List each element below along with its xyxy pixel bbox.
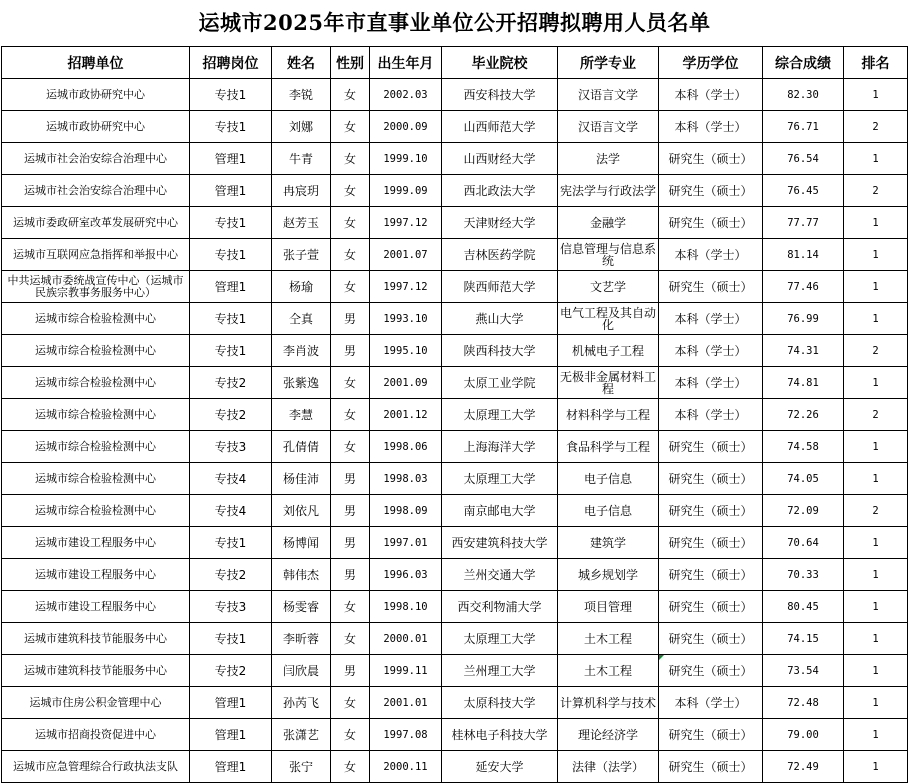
table-row bbox=[2, 335, 908, 367]
table-row bbox=[2, 239, 908, 271]
cell-name: 杨瑜 bbox=[272, 271, 331, 303]
page-title: 运城市2025年市直事业单位公开招聘拟聘用人员名单 bbox=[198, 10, 711, 35]
cell-rank: 2 bbox=[844, 399, 908, 431]
cell-gender: 女 bbox=[331, 207, 370, 239]
cell-post: 专技1 bbox=[190, 111, 272, 143]
cell-score: 72.09 bbox=[763, 495, 844, 527]
cell-birth: 1995.10 bbox=[370, 335, 442, 367]
cell-major: 宪法学与行政法学 bbox=[558, 175, 659, 207]
cell-score: 81.14 bbox=[763, 239, 844, 271]
cell-score: 76.99 bbox=[763, 303, 844, 335]
cell-school: 延安大学 bbox=[442, 751, 558, 783]
cell-unit: 运城市综合检验检测中心 bbox=[2, 495, 190, 527]
cell-gender: 女 bbox=[331, 111, 370, 143]
cell-post: 管理1 bbox=[190, 751, 272, 783]
cell-post: 专技2 bbox=[190, 399, 272, 431]
cell-gender: 男 bbox=[331, 495, 370, 527]
cell-score: 79.00 bbox=[763, 719, 844, 751]
cell-post: 专技1 bbox=[190, 207, 272, 239]
cell-gender: 女 bbox=[331, 719, 370, 751]
cell-gender: 女 bbox=[331, 367, 370, 399]
cell-score: 76.45 bbox=[763, 175, 844, 207]
cell-unit: 运城市互联网应急指挥和举报中心 bbox=[2, 239, 190, 271]
cell-post: 专技2 bbox=[190, 367, 272, 399]
cell-rank: 1 bbox=[844, 687, 908, 719]
cell-school: 陕西师范大学 bbox=[442, 271, 558, 303]
cell-birth: 1996.03 bbox=[370, 559, 442, 591]
cell-school: 兰州交通大学 bbox=[442, 559, 558, 591]
cell-gender: 女 bbox=[331, 591, 370, 623]
header-major: 所学专业 bbox=[558, 47, 659, 79]
cell-rank: 1 bbox=[844, 79, 908, 111]
cell-gender: 女 bbox=[331, 751, 370, 783]
cell-birth: 2001.12 bbox=[370, 399, 442, 431]
cell-name: 冉宸玥 bbox=[272, 175, 331, 207]
cell-degree: 本科（学士） bbox=[659, 303, 763, 335]
cell-score: 77.77 bbox=[763, 207, 844, 239]
cell-degree: 本科（学士） bbox=[659, 79, 763, 111]
cell-rank: 2 bbox=[844, 175, 908, 207]
cell-degree: 研究生（硕士） bbox=[659, 623, 763, 655]
cell-degree: 研究生（硕士） bbox=[659, 495, 763, 527]
cell-post: 专技1 bbox=[190, 335, 272, 367]
cell-post: 管理1 bbox=[190, 175, 272, 207]
cell-rank: 1 bbox=[844, 303, 908, 335]
cell-major: 食品科学与工程 bbox=[558, 431, 659, 463]
cell-rank: 1 bbox=[844, 751, 908, 783]
cell-score: 74.31 bbox=[763, 335, 844, 367]
cell-score: 74.15 bbox=[763, 623, 844, 655]
table-row bbox=[2, 79, 908, 111]
cell-degree: 研究生（硕士） bbox=[659, 271, 763, 303]
cell-unit: 运城市综合检验检测中心 bbox=[2, 431, 190, 463]
cell-name: 刘依凡 bbox=[272, 495, 331, 527]
cell-degree: 研究生（硕士） bbox=[659, 207, 763, 239]
header-rank: 排名 bbox=[844, 47, 908, 79]
cell-degree: 研究生（硕士） bbox=[659, 655, 763, 687]
cell-birth: 1997.01 bbox=[370, 527, 442, 559]
cell-post: 专技2 bbox=[190, 559, 272, 591]
cell-school: 太原理工大学 bbox=[442, 463, 558, 495]
cell-birth: 1998.03 bbox=[370, 463, 442, 495]
cell-school: 太原理工大学 bbox=[442, 623, 558, 655]
cell-school: 上海海洋大学 bbox=[442, 431, 558, 463]
header-row bbox=[2, 47, 908, 79]
header-degree: 学历学位 bbox=[659, 47, 763, 79]
cell-post: 专技1 bbox=[190, 303, 272, 335]
cell-rank: 2 bbox=[844, 495, 908, 527]
cell-post: 专技1 bbox=[190, 623, 272, 655]
cell-school: 太原工业学院 bbox=[442, 367, 558, 399]
table-row bbox=[2, 687, 908, 719]
cell-birth: 2001.09 bbox=[370, 367, 442, 399]
cell-gender: 女 bbox=[331, 687, 370, 719]
cell-major: 项目管理 bbox=[558, 591, 659, 623]
cell-post: 管理1 bbox=[190, 719, 272, 751]
cell-major: 电子信息 bbox=[558, 463, 659, 495]
cell-birth: 2000.09 bbox=[370, 111, 442, 143]
table-row bbox=[2, 559, 908, 591]
cell-degree: 研究生（硕士） bbox=[659, 719, 763, 751]
table-row bbox=[2, 367, 908, 399]
table-row bbox=[2, 207, 908, 239]
cell-major: 法律（法学） bbox=[558, 751, 659, 783]
cell-major: 电气工程及其自动化 bbox=[558, 303, 659, 335]
table-row bbox=[2, 463, 908, 495]
cell-degree: 研究生（硕士） bbox=[659, 175, 763, 207]
cell-score: 74.81 bbox=[763, 367, 844, 399]
cell-rank: 1 bbox=[844, 431, 908, 463]
cell-name: 牛青 bbox=[272, 143, 331, 175]
cell-major: 电子信息 bbox=[558, 495, 659, 527]
cell-score: 82.30 bbox=[763, 79, 844, 111]
table-row bbox=[2, 623, 908, 655]
cell-unit: 运城市综合检验检测中心 bbox=[2, 367, 190, 399]
cell-name: 闫欣晨 bbox=[272, 655, 331, 687]
cell-birth: 1997.12 bbox=[370, 271, 442, 303]
cell-post: 专技4 bbox=[190, 495, 272, 527]
cell-birth: 1998.09 bbox=[370, 495, 442, 527]
cell-score: 77.46 bbox=[763, 271, 844, 303]
cell-school: 西安建筑科技大学 bbox=[442, 527, 558, 559]
cell-rank: 1 bbox=[844, 591, 908, 623]
table-row bbox=[2, 431, 908, 463]
cell-gender: 女 bbox=[331, 175, 370, 207]
cell-unit: 运城市建设工程服务中心 bbox=[2, 591, 190, 623]
cell-school: 西北政法大学 bbox=[442, 175, 558, 207]
cell-score: 72.26 bbox=[763, 399, 844, 431]
cell-birth: 1998.06 bbox=[370, 431, 442, 463]
cell-school: 兰州理工大学 bbox=[442, 655, 558, 687]
cell-major: 土木工程 bbox=[558, 623, 659, 655]
cell-name: 赵芳玉 bbox=[272, 207, 331, 239]
cell-name: 仝真 bbox=[272, 303, 331, 335]
cell-post: 专技1 bbox=[190, 79, 272, 111]
cell-unit: 运城市住房公积金管理中心 bbox=[2, 687, 190, 719]
cell-score: 70.33 bbox=[763, 559, 844, 591]
cell-unit: 运城市综合检验检测中心 bbox=[2, 463, 190, 495]
cell-rank: 1 bbox=[844, 463, 908, 495]
cell-name: 张潇艺 bbox=[272, 719, 331, 751]
cell-major: 无极非金属材料工程 bbox=[558, 367, 659, 399]
cell-birth: 2000.11 bbox=[370, 751, 442, 783]
cell-major: 金融学 bbox=[558, 207, 659, 239]
cell-unit: 运城市招商投资促进中心 bbox=[2, 719, 190, 751]
cell-school: 燕山大学 bbox=[442, 303, 558, 335]
cell-gender: 男 bbox=[331, 463, 370, 495]
header-birth: 出生年月 bbox=[370, 47, 442, 79]
cell-gender: 男 bbox=[331, 655, 370, 687]
cell-degree: 研究生（硕士） bbox=[659, 751, 763, 783]
cell-name: 李锐 bbox=[272, 79, 331, 111]
cell-name: 李昕蓉 bbox=[272, 623, 331, 655]
cell-unit: 运城市应急管理综合行政执法支队 bbox=[2, 751, 190, 783]
cell-major: 汉语言文学 bbox=[558, 111, 659, 143]
cell-birth: 2001.07 bbox=[370, 239, 442, 271]
cell-major: 材料科学与工程 bbox=[558, 399, 659, 431]
cell-school: 吉林医药学院 bbox=[442, 239, 558, 271]
cell-unit: 运城市综合检验检测中心 bbox=[2, 303, 190, 335]
cell-unit: 运城市政协研究中心 bbox=[2, 111, 190, 143]
cell-degree: 本科（学士） bbox=[659, 367, 763, 399]
table-row bbox=[2, 111, 908, 143]
cell-major: 计算机科学与技术 bbox=[558, 687, 659, 719]
cell-major: 城乡规划学 bbox=[558, 559, 659, 591]
cell-birth: 2000.01 bbox=[370, 623, 442, 655]
header-post: 招聘岗位 bbox=[190, 47, 272, 79]
header-score: 综合成绩 bbox=[763, 47, 844, 79]
cell-score: 74.05 bbox=[763, 463, 844, 495]
cell-gender: 男 bbox=[331, 335, 370, 367]
cell-gender: 女 bbox=[331, 623, 370, 655]
cell-major: 文艺学 bbox=[558, 271, 659, 303]
cell-unit: 运城市建筑科技节能服务中心 bbox=[2, 655, 190, 687]
cell-gender: 男 bbox=[331, 303, 370, 335]
cell-rank: 1 bbox=[844, 527, 908, 559]
cell-unit: 运城市建设工程服务中心 bbox=[2, 527, 190, 559]
cell-school: 太原科技大学 bbox=[442, 687, 558, 719]
cell-school: 西交利物浦大学 bbox=[442, 591, 558, 623]
cell-unit: 运城市建筑科技节能服务中心 bbox=[2, 623, 190, 655]
cell-post: 专技2 bbox=[190, 655, 272, 687]
cell-gender: 女 bbox=[331, 143, 370, 175]
table-row bbox=[2, 655, 908, 687]
cell-degree: 本科（学士） bbox=[659, 111, 763, 143]
table-row bbox=[2, 175, 908, 207]
cell-gender: 女 bbox=[331, 271, 370, 303]
cell-school: 太原理工大学 bbox=[442, 399, 558, 431]
header-gender: 性别 bbox=[331, 47, 370, 79]
cell-school: 天津财经大学 bbox=[442, 207, 558, 239]
cell-birth: 1997.08 bbox=[370, 719, 442, 751]
table-row bbox=[2, 303, 908, 335]
cell-gender: 女 bbox=[331, 239, 370, 271]
cell-birth: 1993.10 bbox=[370, 303, 442, 335]
cell-degree: 本科（学士） bbox=[659, 239, 763, 271]
cell-name: 李慧 bbox=[272, 399, 331, 431]
cell-rank: 1 bbox=[844, 559, 908, 591]
cell-gender: 男 bbox=[331, 527, 370, 559]
table-row bbox=[2, 495, 908, 527]
table-row bbox=[2, 271, 908, 303]
cell-unit: 运城市政协研究中心 bbox=[2, 79, 190, 111]
cell-rank: 1 bbox=[844, 367, 908, 399]
cell-name: 孔倩倩 bbox=[272, 431, 331, 463]
cell-name: 杨博闻 bbox=[272, 527, 331, 559]
cell-school: 山西师范大学 bbox=[442, 111, 558, 143]
cell-score: 73.54 bbox=[763, 655, 844, 687]
cell-name: 杨雯睿 bbox=[272, 591, 331, 623]
cell-post: 管理1 bbox=[190, 143, 272, 175]
cell-gender: 男 bbox=[331, 559, 370, 591]
cell-degree: 研究生（硕士） bbox=[659, 527, 763, 559]
cell-unit: 运城市综合检验检测中心 bbox=[2, 335, 190, 367]
cell-rank: 1 bbox=[844, 719, 908, 751]
recruitment-table bbox=[1, 46, 908, 783]
cell-rank: 1 bbox=[844, 655, 908, 687]
cell-error-indicator-icon bbox=[659, 655, 664, 660]
cell-rank: 1 bbox=[844, 143, 908, 175]
header-name: 姓名 bbox=[272, 47, 331, 79]
cell-major: 法学 bbox=[558, 143, 659, 175]
cell-major: 信息管理与信息系统 bbox=[558, 239, 659, 271]
cell-degree: 研究生（硕士） bbox=[659, 143, 763, 175]
header-unit: 招聘单位 bbox=[2, 47, 190, 79]
table-row bbox=[2, 527, 908, 559]
cell-degree: 研究生（硕士） bbox=[659, 431, 763, 463]
cell-school: 西安科技大学 bbox=[442, 79, 558, 111]
cell-rank: 2 bbox=[844, 335, 908, 367]
cell-unit: 中共运城市委统战宣传中心（运城市民族宗教事务服务中心） bbox=[2, 271, 190, 303]
cell-score: 80.45 bbox=[763, 591, 844, 623]
table-row bbox=[2, 719, 908, 751]
cell-rank: 1 bbox=[844, 623, 908, 655]
cell-name: 韩伟杰 bbox=[272, 559, 331, 591]
cell-birth: 2001.01 bbox=[370, 687, 442, 719]
cell-name: 杨佳沛 bbox=[272, 463, 331, 495]
cell-birth: 1999.09 bbox=[370, 175, 442, 207]
cell-rank: 1 bbox=[844, 207, 908, 239]
table-row bbox=[2, 399, 908, 431]
cell-major: 建筑学 bbox=[558, 527, 659, 559]
cell-post: 专技3 bbox=[190, 591, 272, 623]
cell-major: 汉语言文学 bbox=[558, 79, 659, 111]
cell-post: 管理1 bbox=[190, 271, 272, 303]
cell-school: 山西财经大学 bbox=[442, 143, 558, 175]
cell-school: 陕西科技大学 bbox=[442, 335, 558, 367]
cell-post: 专技1 bbox=[190, 239, 272, 271]
cell-unit: 运城市委政研室改革发展研究中心 bbox=[2, 207, 190, 239]
cell-degree: 研究生（硕士） bbox=[659, 591, 763, 623]
cell-birth: 1999.10 bbox=[370, 143, 442, 175]
cell-degree: 本科（学士） bbox=[659, 399, 763, 431]
cell-score: 72.49 bbox=[763, 751, 844, 783]
cell-name: 李肖波 bbox=[272, 335, 331, 367]
cell-birth: 1997.12 bbox=[370, 207, 442, 239]
cell-score: 76.71 bbox=[763, 111, 844, 143]
cell-major: 机械电子工程 bbox=[558, 335, 659, 367]
cell-degree: 研究生（硕士） bbox=[659, 463, 763, 495]
cell-unit: 运城市建设工程服务中心 bbox=[2, 559, 190, 591]
cell-rank: 2 bbox=[844, 111, 908, 143]
cell-post: 管理1 bbox=[190, 687, 272, 719]
cell-degree: 本科（学士） bbox=[659, 687, 763, 719]
cell-score: 70.64 bbox=[763, 527, 844, 559]
cell-gender: 女 bbox=[331, 431, 370, 463]
table-row bbox=[2, 143, 908, 175]
cell-degree: 本科（学士） bbox=[659, 335, 763, 367]
cell-birth: 1999.11 bbox=[370, 655, 442, 687]
cell-name: 张子萱 bbox=[272, 239, 331, 271]
cell-birth: 2002.03 bbox=[370, 79, 442, 111]
cell-gender: 女 bbox=[331, 79, 370, 111]
cell-rank: 1 bbox=[844, 239, 908, 271]
cell-post: 专技4 bbox=[190, 463, 272, 495]
cell-school: 南京邮电大学 bbox=[442, 495, 558, 527]
cell-unit: 运城市社会治安综合治理中心 bbox=[2, 143, 190, 175]
cell-unit: 运城市社会治安综合治理中心 bbox=[2, 175, 190, 207]
cell-score: 74.58 bbox=[763, 431, 844, 463]
cell-name: 张紫逸 bbox=[272, 367, 331, 399]
cell-major: 理论经济学 bbox=[558, 719, 659, 751]
table-row bbox=[2, 751, 908, 783]
cell-unit: 运城市综合检验检测中心 bbox=[2, 399, 190, 431]
cell-score: 76.54 bbox=[763, 143, 844, 175]
cell-birth: 1998.10 bbox=[370, 591, 442, 623]
cell-name: 张宁 bbox=[272, 751, 331, 783]
cell-school: 桂林电子科技大学 bbox=[442, 719, 558, 751]
table-row bbox=[2, 591, 908, 623]
cell-name: 刘娜 bbox=[272, 111, 331, 143]
cell-post: 专技1 bbox=[190, 527, 272, 559]
header-school: 毕业院校 bbox=[442, 47, 558, 79]
cell-rank: 1 bbox=[844, 271, 908, 303]
cell-degree: 研究生（硕士） bbox=[659, 559, 763, 591]
cell-major: 土木工程 bbox=[558, 655, 659, 687]
cell-post: 专技3 bbox=[190, 431, 272, 463]
cell-gender: 女 bbox=[331, 399, 370, 431]
cell-name: 孙芮飞 bbox=[272, 687, 331, 719]
cell-score: 72.48 bbox=[763, 687, 844, 719]
